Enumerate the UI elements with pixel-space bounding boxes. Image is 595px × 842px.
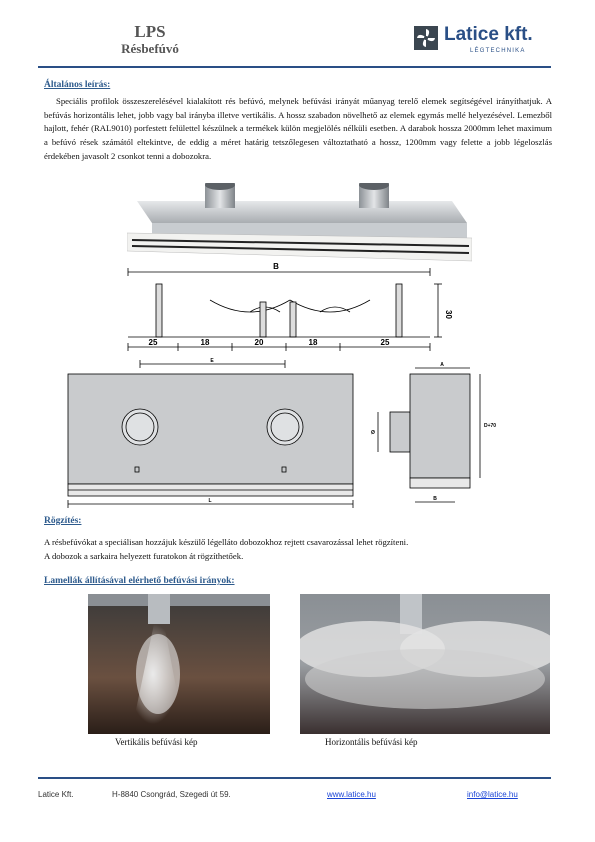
email-link[interactable]: info@latice.hu <box>467 790 518 799</box>
product-photo <box>127 183 472 263</box>
brand-name: Latice kft. <box>444 24 533 45</box>
website-link[interactable]: www.latice.hu <box>327 790 376 799</box>
horizontal-caption: Horizontális befúvási kép <box>325 737 418 747</box>
dim-profile-4: 18 <box>308 338 318 347</box>
footer-rule <box>38 777 551 779</box>
dim-profile-2: 18 <box>200 338 210 347</box>
header-rule <box>38 66 551 68</box>
dim-b-side: B <box>433 496 437 502</box>
dim-profile-1: 25 <box>148 338 158 347</box>
vertical-caption: Vertikális befúvási kép <box>115 737 198 747</box>
dim-a: A <box>440 362 444 368</box>
document-subtitle: Résbefúvó <box>121 41 179 56</box>
dim-height: 30 <box>444 310 453 319</box>
dim-l: L <box>208 498 212 504</box>
horizontal-blowing-photo <box>300 594 550 734</box>
dim-profile-3: 20 <box>254 338 264 347</box>
mounting-line-2: A dobozok a sarkaira helyezett furatokon át rögzíthetőek. <box>44 551 244 561</box>
dim-phi: Ø <box>371 430 375 436</box>
vertical-blowing-photo <box>88 594 270 734</box>
mounting-line-1: A résbefúvókat a speciálisan hozzájuk készülő légelláto dobozokhoz rejtett csavarozással lehet rögzíteni. <box>44 537 409 547</box>
mounting-heading: Rögzítés: <box>44 516 82 526</box>
general-heading: Általános leírás: <box>44 80 111 90</box>
company-logo <box>414 26 554 60</box>
document-title: LPS <box>134 22 166 41</box>
dim-d70: D+70 <box>484 423 497 429</box>
directions-heading: Lamellák állításával elérhető befúvási irányok: <box>44 576 235 586</box>
footer-company: Latice Kft. <box>38 790 74 799</box>
technical-drawing <box>60 262 500 512</box>
dim-b-total: B <box>273 262 279 271</box>
general-description: Speciális profilok összeszerelésével kialakított rés befúvó, melynek befúvási irányát műanyag terelő elemek segítségével irányíthatjuk. A befúvás horizontális lehet, jobb vagy bal irányba illetve vertikális. A hossz szabadon növelhető az elemek egymás mellé helyezésével. Lemezből hajlott, fehér (RAL9010) porfestett felülettel készülnek a termékek külön megjelölés nélküli esetben. A darabok hossza 2000mm lehet maximum a befúvó rések számától eltekintve, de eddig a méret határig tetszőlegesen változtatható a hossz, 1200mm vagy felette a jobb légeloszlás érdekében javasolt 2 csonkot tenni a dobozokra. <box>44 96 552 161</box>
footer-address: H-8840 Csongrád, Szegedi út 59. <box>112 790 231 799</box>
brand-tagline: LÉGTECHNIKA <box>470 48 526 54</box>
dim-e: E <box>210 358 214 364</box>
fan-logo-icon <box>414 26 438 50</box>
dim-profile-5: 25 <box>380 338 390 347</box>
